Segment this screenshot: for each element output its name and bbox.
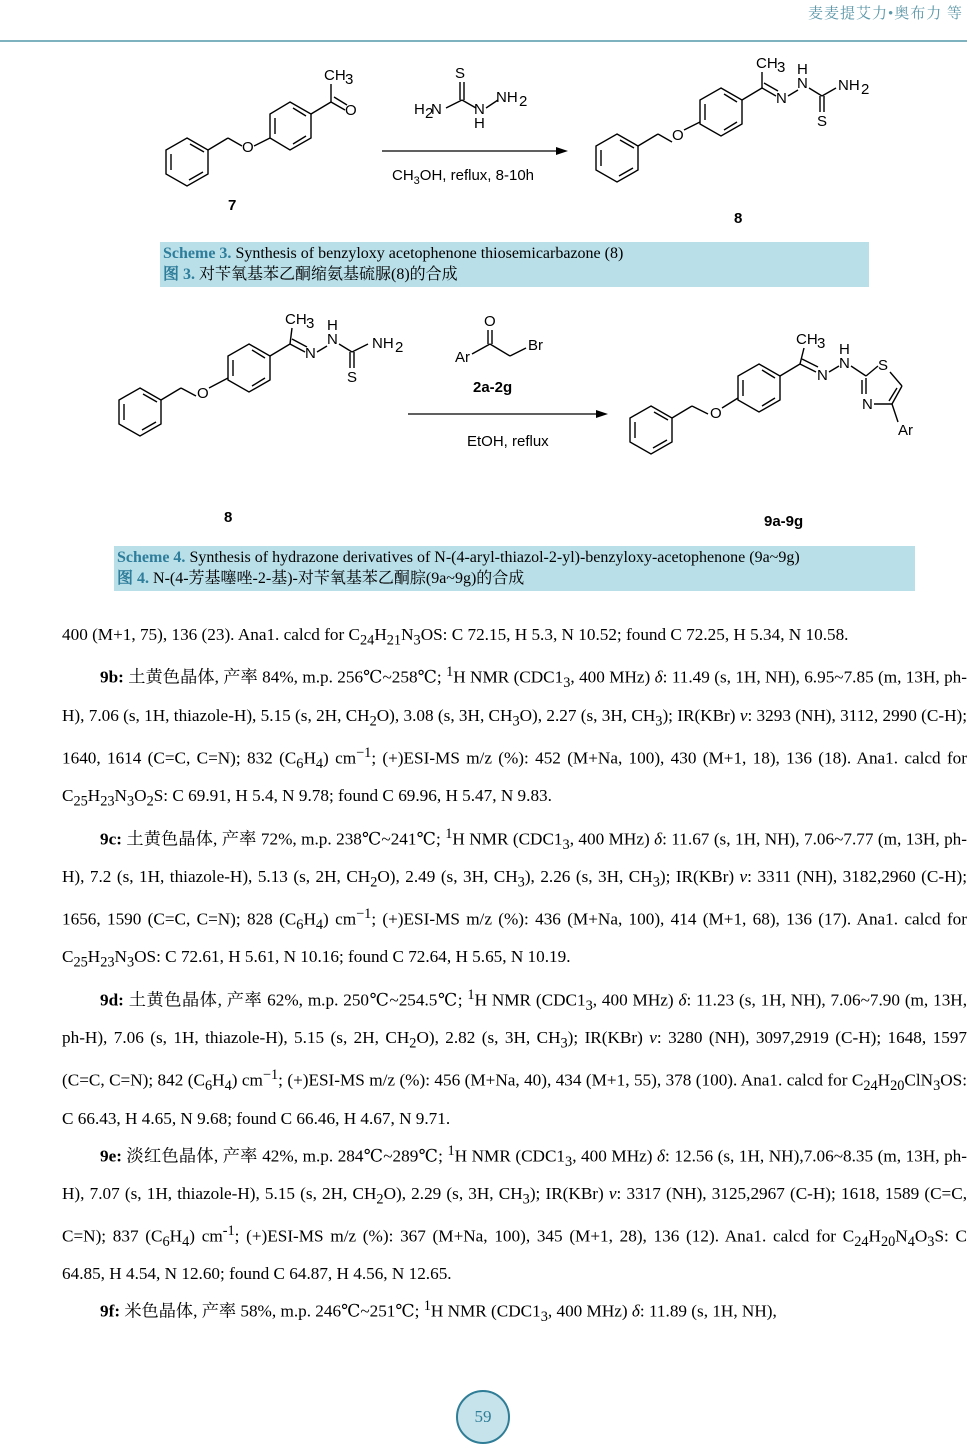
svg-text:O: O	[672, 127, 684, 144]
svg-text:N: N	[327, 331, 338, 348]
svg-text:CH: CH	[324, 67, 346, 84]
svg-text:H: H	[414, 101, 425, 118]
paragraph-9d: 9d: 土黄色晶体, 产率 62%, m.p. 250℃~254.5℃; $^1$H NMR ($CDC1_3$, 400 MHz) δ: 11.23 (s, 1H, NH), 7.06~7.90 (m, 13H, ph-H), 7.06 (s, 1H, thiazole-H), 5.15 (s, 2H, $CH_2O$), 2.82 (s, 3H, $CH_3$); IR(KBr) v: 3280 (NH), 3097,2919 (C-H); 1648, 1597 (C=C, C=N); 842 $(C_6H_4)$ $cm^{-1}$; (+)ESI-MS m/z (%): 456 (M+Na, 40), 434 (M+1, 55), 378 (100). Ana1. calcd for $C_{24}H_{20}ClN_3OS$: C 66.43, H 4.65, N 9.68; found C 66.46, H 4.67, N 9.71.	[62, 986, 967, 1128]
paragraph-9f: 9f: 米色晶体, 产率 58%, m.p. 246℃~251℃; $^1$H NMR ($CDC1_3$, 400 MHz) δ: 11.89 (s, 1H, NH),	[100, 1298, 777, 1326]
svg-text:N: N	[839, 355, 850, 372]
svg-text:3: 3	[817, 335, 826, 352]
svg-text:H: H	[327, 317, 338, 334]
compound-7-label: 7	[228, 197, 237, 214]
svg-text:N: N	[797, 75, 808, 92]
svg-text:H: H	[797, 61, 808, 78]
svg-text:O: O	[710, 405, 722, 422]
svg-text:NH: NH	[838, 77, 860, 94]
svg-text:N: N	[862, 396, 873, 413]
svg-text:O: O	[484, 313, 496, 330]
page-number: 59	[456, 1390, 510, 1444]
svg-text:N: N	[776, 90, 787, 107]
svg-text:CH: CH	[285, 311, 307, 328]
bromoketone-structure	[455, 313, 543, 366]
running-header: 麦麦提艾力•奥布力 等	[807, 6, 963, 22]
svg-text:N: N	[817, 367, 828, 384]
svg-text:3: 3	[306, 315, 315, 332]
svg-text:2: 2	[861, 81, 870, 98]
svg-text:O: O	[197, 385, 209, 402]
paragraph-9c: 9c: 土黄色晶体, 产率 72%, m.p. 238℃~241℃; $^1$H NMR ($CDC1_3$, 400 MHz) δ: 11.67 (s, 1H, NH), 7.06~7.77 (m, 13H, ph-H), 7.2 (s, 1H, thiazole-H), 5.13 (s, 2H, $CH_2O$), 2.49 (s, 3H, $CH_3$), 2.26 (s, 3H, $CH_3$); IR(KBr) v: 3311 (NH), 3182,2960 (C-H); 1656, 1590 (C=C, C=N); 828 $(C_6H_4)$ $cm^{-1}$; (+)ESI-MS m/z (%): 436 (M+Na, 100), 414 (M+1, 68), 136 (17). Ana1. calcd for $C_{25}H_{23}N_3OS$: C 72.61, H 5.61, N 10.16; found C 72.64, H 5.65, N 10.19.	[62, 825, 967, 971]
svg-text:O: O	[345, 102, 357, 119]
scheme-4	[0, 300, 967, 596]
scheme-3-caption: Scheme 3. Synthesis of benzyloxy acetophenone thiosemicarbazone (8) 图 3. 对苄氧基苯乙酮缩氨基硫脲(8)的合成	[160, 242, 869, 287]
compound-8-label: 8	[734, 210, 743, 227]
svg-text:CH: CH	[796, 331, 818, 348]
svg-text:N: N	[474, 101, 485, 118]
svg-text:N: N	[305, 345, 316, 362]
svg-text:H: H	[474, 115, 485, 132]
scheme-4-caption: Scheme 4. Synthesis of hydrazone derivatives of N-(4-aryl-thiazol-2-yl)-benzyloxy-acetophenone (9a~9g) 图 4. N-(4-芳基噻唑-2-基)-对苄氧基苯乙酮腙(9a~9g)的合成	[114, 546, 915, 591]
svg-text:3: 3	[777, 59, 786, 76]
scheme-3	[0, 48, 967, 288]
svg-text:NH: NH	[496, 89, 518, 106]
svg-text:2: 2	[425, 105, 434, 122]
reagent-2a-2g-label: 2a-2g	[473, 379, 513, 396]
svg-text:S: S	[817, 113, 828, 130]
svg-text:2: 2	[519, 93, 528, 110]
svg-text:CH: CH	[756, 55, 778, 72]
paragraph-9b: 9b: 土黄色晶体, 产率 84%, m.p. 256℃~258℃; $^1$H NMR ($CDC1_3$, 400 MHz) δ: 11.49 (s, 1H, NH), 6.95~7.85 (m, 13H, ph-H), 7.06 (s, 1H, thiazole-H), 5.15 (s, 2H, $CH_2O$), 3.08 (s, 3H, $CH_3O$), 2.27 (s, 3H, $CH_3$); IR(KBr) v: 3293 (NH), 3112, 2990 (C-H); 1640, 1614 (C=C, C=N); 832 $(C_6H_4)$ $cm^{-1}$; (+)ESI-MS m/z (%): 452 (M+Na, 100), 430 (M+1, 18), 136 (18). Ana1. calcd for $C_{25}H_{23}N_3O_2S$: C 69.91, H 5.4, N 9.78; found C 69.96, H 5.47, N 9.83.	[62, 664, 967, 810]
compound-8-left-structure	[119, 311, 403, 436]
paragraph-9e: 9e: 淡红色晶体, 产率 42%, m.p. 284℃~289℃; $^1$H NMR ($CDC1_3$, 400 MHz) δ: 12.56 (s, 1H, NH),7.06~8.35 (m, 13H, ph-H), 7.07 (s, 1H, thiazole-H), 5.15 (s, 2H, $CH_2O$), 2.29 (s, 3H, $CH_3$); IR(KBr) v: 3317 (NH), 3125,2967 (C-H); 1618, 1589 (C=C, C=N); 837 $(C_6H_4)$ $cm^{-1}$; (+)ESI-MS m/z (%): 367 (M+Na, 100), 345 (M+1, 28), 136 (12). Ana1. calcd for $C_{24}H_{20}N_4O_3S$: C 64.85, H 4.54, N 12.60; found C 64.87, H 4.56, N 12.65.	[62, 1142, 967, 1284]
paragraph-continuation: 400 (M+1, 75), 136 (23). Ana1. calcd for $C_{24}H_{21}N_3OS$: C 72.15, H 5.3, N 10.52; found C 72.25, H 5.34, N 10.58.	[62, 625, 849, 649]
header-rule	[0, 40, 967, 42]
compound-9-label: 9a-9g	[764, 513, 804, 530]
compound-7-structure	[166, 67, 357, 186]
compound-8-label-left: 8	[224, 509, 233, 526]
svg-text:N: N	[431, 101, 442, 118]
svg-text:O: O	[242, 139, 254, 156]
thiosemicarbazide-structure	[414, 65, 527, 132]
svg-text:2: 2	[395, 339, 404, 356]
svg-text:Ar: Ar	[898, 422, 913, 439]
svg-text:S: S	[347, 369, 358, 386]
body-text	[62, 619, 967, 1334]
svg-text:S: S	[455, 65, 466, 82]
compound-8-structure	[596, 55, 869, 182]
svg-text:Br: Br	[528, 337, 543, 354]
compound-9-structure	[630, 331, 913, 454]
svg-text:S: S	[878, 357, 889, 374]
scheme-4-conditions: EtOH, reflux	[467, 433, 549, 450]
svg-text:H: H	[839, 341, 850, 358]
svg-text:Ar: Ar	[455, 349, 470, 366]
scheme-3-conditions: $CH_3OH$, reflux, 8-10h	[392, 167, 535, 187]
svg-text:NH: NH	[372, 335, 394, 352]
svg-text:3: 3	[345, 71, 354, 88]
